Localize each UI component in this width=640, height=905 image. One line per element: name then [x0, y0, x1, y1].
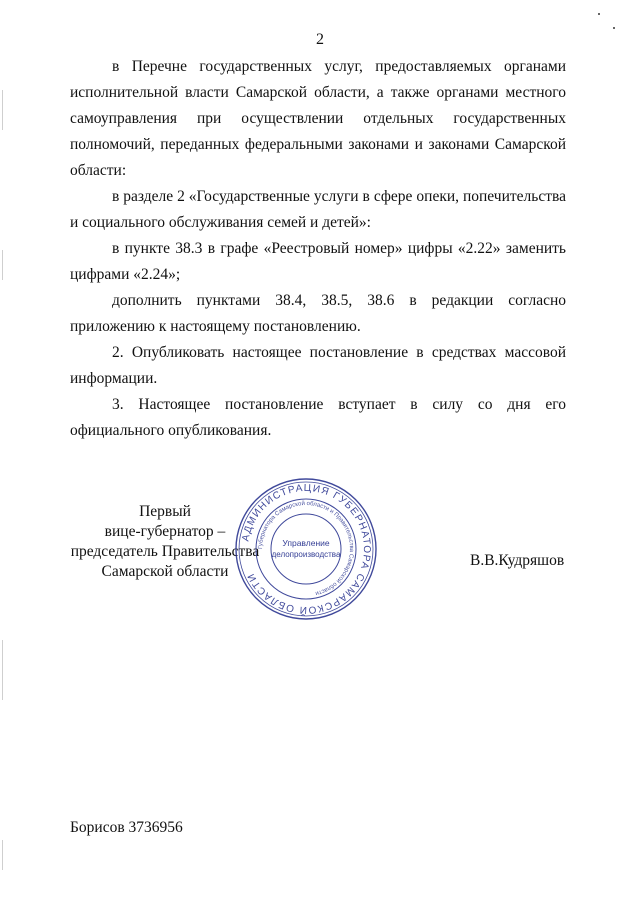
scan-edge-mark	[2, 640, 3, 700]
paragraph-3: в пункте 38.3 в графе «Реестровый номер» цифры «2.22» заменить цифрами «2.24»;	[70, 240, 566, 283]
scan-dot	[613, 27, 615, 29]
executor-line: Борисов 3736956	[70, 819, 183, 836]
scan-edge-mark	[2, 250, 3, 280]
paragraph-2: в разделе 2 «Государственные услуги в сфере опеки, попечительства и социального обслуживания семей и детей»:	[70, 188, 566, 231]
signatory-name: В.В.Кудряшов	[470, 552, 565, 569]
paragraph-1: в Перечне государственных услуг, предоставляемых органами исполнительной власти Самарской области, а также органами местного самоуправления при осуществлении отдельных государственных полномочий, переданных федеральными законами и законами Самарской области:	[70, 58, 566, 179]
scan-dot	[598, 13, 600, 15]
seal-outer-text: АДМИНИСТРАЦИЯ ГУБЕРНАТОРА САМАРСКОЙ ОБЛАСТИ	[240, 482, 373, 616]
signatory-title-line: вице-губернатор –	[104, 523, 226, 540]
paragraph-5: 2. Опубликовать настоящее постановление в средствах массовой информации.	[70, 344, 566, 387]
scan-edge-mark	[2, 840, 3, 870]
paragraph-4: дополнить пунктами 38.4, 38.5, 38.6 в редакции согласно приложению к настоящему постановлению.	[70, 292, 566, 335]
official-seal	[233, 476, 379, 622]
document-body	[70, 54, 566, 444]
seal-inner-text: Губернатора Самарской области и Правительства Самарской области	[257, 500, 355, 596]
signatory-title-line: Первый	[139, 503, 191, 520]
page-number: 2	[316, 31, 324, 48]
scan-edge-mark	[2, 90, 3, 130]
signatory-title-line: председатель Правительства	[70, 543, 260, 560]
seal-center-line-1: Управление	[282, 538, 330, 548]
paragraph-6: 3. Настоящее постановление вступает в силу со дня его официального опубликования.	[70, 396, 566, 439]
seal-center-line-2: делопроизводства	[271, 550, 341, 559]
signatory-title-line: Самарской области	[101, 563, 229, 580]
